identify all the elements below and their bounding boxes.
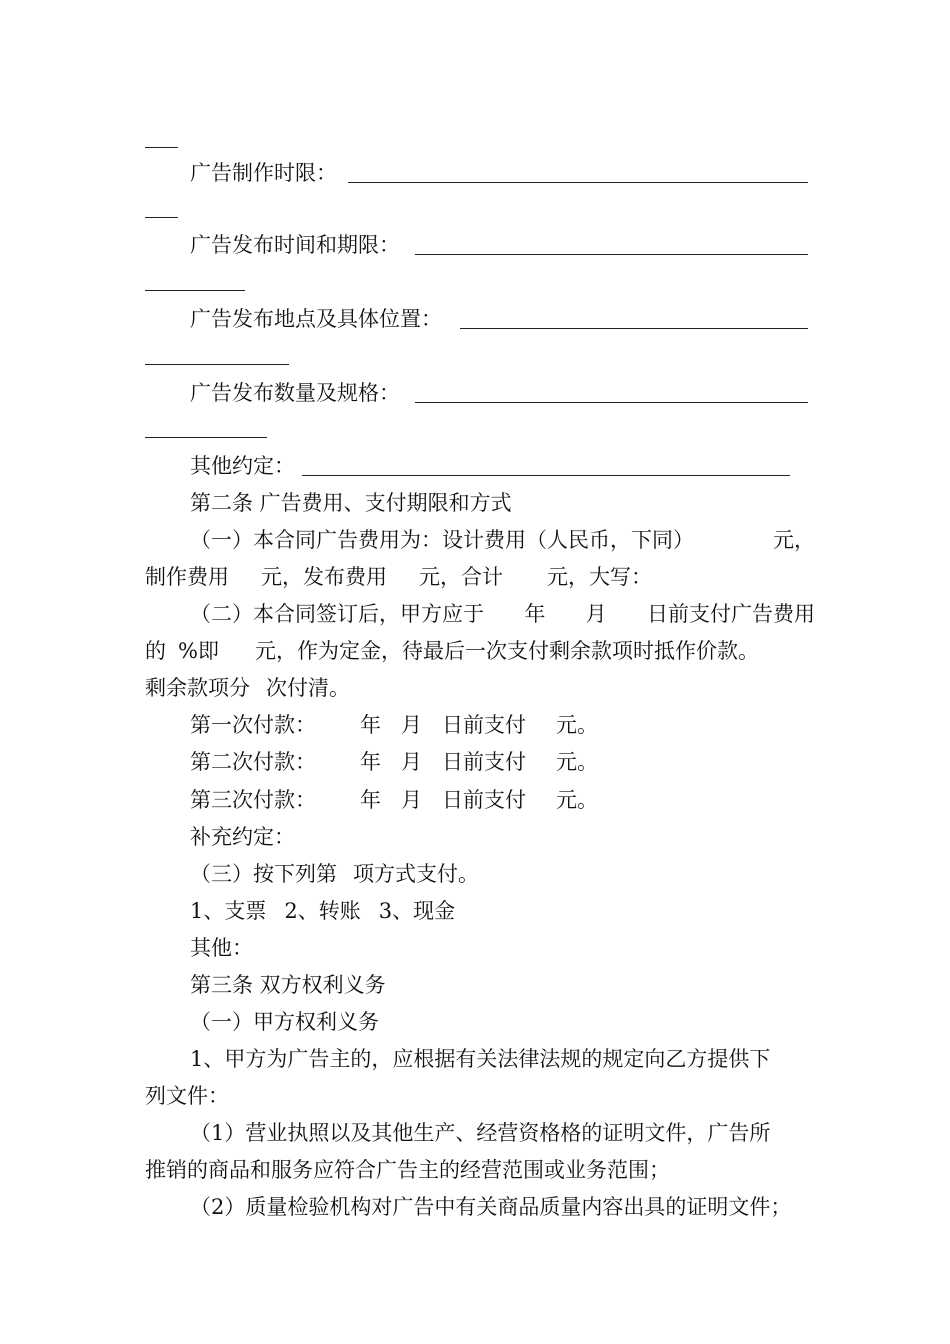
blank-underline [145, 217, 178, 218]
clause2-deposit: 元，作为定金，待最后一次支付剩余款项时抵作价款。 [254, 639, 759, 663]
payment-month: 月 [401, 750, 422, 774]
clause2-year: 年 [524, 602, 546, 626]
item1-1-line1: （1）营业执照以及其他生产、经营资格格的证明文件，广告所 [190, 1121, 771, 1145]
item1-1-line2: 推销的商品和服务应符合广告主的经营范围或业务范围； [145, 1158, 670, 1182]
clause2-of: 的 [145, 639, 166, 663]
remaining-b: 次付清。 [266, 676, 350, 700]
supplement: 补充约定： [190, 825, 295, 849]
blank-underline [145, 147, 178, 148]
blank-underline [302, 475, 790, 476]
method-check: 1、支票 [190, 899, 267, 923]
publish-fee-label: 元，发布费用 [261, 565, 387, 589]
item1-line1: 1、甲方为广告主的，应根据有关法律法规的规定向乙方提供下 [190, 1047, 771, 1071]
field-other-agreement: 其他约定： [190, 454, 295, 478]
payment-day: 日前支付 [442, 713, 526, 737]
payment-month: 月 [401, 713, 422, 737]
payment-year: 年 [360, 788, 381, 812]
clause1-line2 [145, 564, 652, 590]
payment-yuan: 元。 [556, 713, 598, 737]
clause2-prefix: （二）本合同签订后，甲方应于 [190, 602, 484, 626]
article3-heading: 第三条 双方权利义务 [190, 973, 386, 997]
others: 其他： [190, 936, 253, 960]
payment-day: 日前支付 [442, 788, 526, 812]
clause2-line3 [145, 675, 350, 701]
clause3-b: 项方式支付。 [353, 862, 479, 886]
payment-label: 第三次付款： [190, 788, 316, 812]
payment-methods [190, 898, 455, 924]
clause3-a: （三）按下列第 [190, 862, 337, 886]
item1-2: （2）质量检验机构对广告中有关商品质量内容出具的证明文件； [190, 1195, 792, 1219]
field-production-deadline: 广告制作时限： [190, 161, 337, 185]
clause1-line1 [145, 527, 815, 553]
production-fee-label: 制作费用 [145, 565, 229, 589]
payment-month: 月 [401, 788, 422, 812]
payment-day: 日前支付 [442, 750, 526, 774]
blank-underline [460, 328, 808, 329]
payment-year: 年 [360, 750, 381, 774]
clause1-yuan: 元， [773, 528, 815, 552]
payment-label: 第一次付款： [190, 713, 316, 737]
payment-year: 年 [360, 713, 381, 737]
payment-yuan: 元。 [556, 788, 598, 812]
article2-heading: 第二条 广告费用、支付期限和方式 [190, 491, 512, 515]
item1-line2: 列文件： [145, 1084, 229, 1108]
blank-underline [415, 254, 808, 255]
blank-underline [145, 437, 267, 438]
clause2-line1 [145, 601, 815, 627]
clause2-month: 月 [585, 602, 607, 626]
article3-sub1: （一）甲方权利义务 [190, 1010, 379, 1034]
clause3-line [190, 861, 479, 887]
clause2-percent: %即 [178, 639, 219, 663]
capital-label: 元，大写： [547, 565, 652, 589]
blank-underline [145, 364, 289, 365]
remaining-a: 剩余款项分 [145, 676, 250, 700]
payment-row [190, 787, 598, 813]
payment-row [190, 749, 598, 775]
field-publish-quantity: 广告发布数量及规格： [190, 381, 400, 405]
blank-underline [145, 290, 245, 291]
payment-row [190, 712, 598, 738]
blank-underline [348, 182, 808, 183]
total-label: 元，合计 [419, 565, 503, 589]
clause1-prefix: （一）本合同广告费用为：设计费用（人民币，下同） [190, 528, 694, 552]
method-cash: 3、现金 [378, 899, 456, 923]
payment-yuan: 元。 [556, 750, 598, 774]
clause2-line2 [145, 638, 759, 664]
field-publish-location: 广告发布地点及具体位置： [190, 307, 442, 331]
payment-label: 第二次付款： [190, 750, 316, 774]
method-transfer: 2、转账 [284, 899, 361, 923]
field-publish-time: 广告发布时间和期限： [190, 233, 400, 257]
clause2-day: 日前支付广告费用 [646, 602, 815, 626]
blank-underline [415, 402, 808, 403]
